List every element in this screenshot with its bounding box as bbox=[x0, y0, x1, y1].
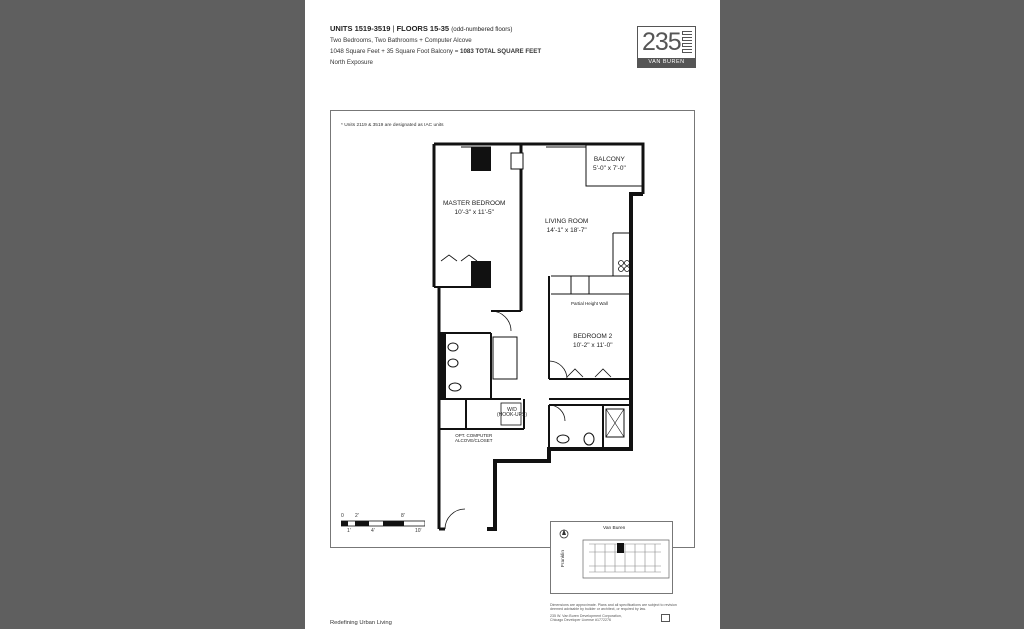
unit-area bbox=[330, 48, 541, 55]
wd-label: W/D (HOOK-UPS) bbox=[497, 407, 527, 418]
unit-heading bbox=[330, 24, 512, 33]
keymap-drawing bbox=[551, 522, 672, 593]
units-label: UNITS 1519-3519 bbox=[330, 24, 391, 33]
floor-plan-drawing bbox=[331, 111, 696, 549]
street-label-top: Van Buren bbox=[603, 526, 626, 531]
street-label-side: Franklin bbox=[561, 549, 567, 568]
scale-ruler bbox=[341, 520, 425, 528]
logo-bars-icon bbox=[682, 31, 692, 55]
area-total: 1083 TOTAL SQUARE FEET bbox=[460, 48, 542, 55]
iac-note: * Units 2119 & 3519 are designated as IAC units bbox=[341, 123, 444, 128]
scale-label: 0 bbox=[341, 513, 344, 519]
partial-wall-label: Partial Height Wall bbox=[571, 301, 608, 306]
developer-name: 235 W. Van Buren Development Corporation, bbox=[550, 613, 622, 618]
location-keymap bbox=[550, 521, 673, 594]
master-bedroom-label: MASTER BEDROOM 10'-3" x 11'-5" bbox=[443, 200, 506, 216]
logo-number: 235 bbox=[642, 28, 681, 56]
scale-label: 8' bbox=[401, 513, 405, 519]
floor-plan-page bbox=[305, 0, 720, 629]
computer-alcove-label: OPT. COMPUTER ALCOVE/CLOSET bbox=[455, 433, 493, 443]
logo-name: VAN BUREN bbox=[638, 58, 695, 67]
scale-label: 2' bbox=[355, 513, 359, 519]
unit-description: Two Bedrooms, Two Bathrooms + Computer Alcove bbox=[330, 37, 472, 44]
area-prefix: 1048 Square Feet + 35 Square Foot Balcony = bbox=[330, 48, 461, 55]
equal-housing-icon bbox=[661, 614, 670, 622]
bedroom-2-label: BEDROOM 2 10'-2" x 11'-0" bbox=[573, 333, 613, 349]
floors-note: (odd-numbered floors) bbox=[451, 26, 513, 33]
heading-separator: | bbox=[392, 24, 395, 33]
exposure-label: North Exposure bbox=[330, 59, 373, 66]
scale-label: 4' bbox=[371, 528, 375, 534]
developer-license: Chicago Developer License #1772276 bbox=[550, 618, 611, 623]
disclaimer-text: Dimensions are approximate. Plans and all specifications are subject to revision deemed advisable by builder or architect, or required by law. bbox=[550, 603, 677, 612]
floors-label: FLOORS 15-35 bbox=[396, 24, 450, 33]
brand-logo bbox=[637, 26, 696, 68]
floor-plan-frame bbox=[330, 110, 695, 568]
scale-label: 1' bbox=[347, 528, 351, 534]
footer-tagline: Redefining Urban Living bbox=[330, 620, 392, 626]
living-room-label: LIVING ROOM 14'-1" x 18'-7" bbox=[545, 218, 589, 234]
scale-label: 10' bbox=[415, 528, 422, 534]
balcony-label: BALCONY 5'-0" x 7'-0" bbox=[593, 156, 626, 172]
